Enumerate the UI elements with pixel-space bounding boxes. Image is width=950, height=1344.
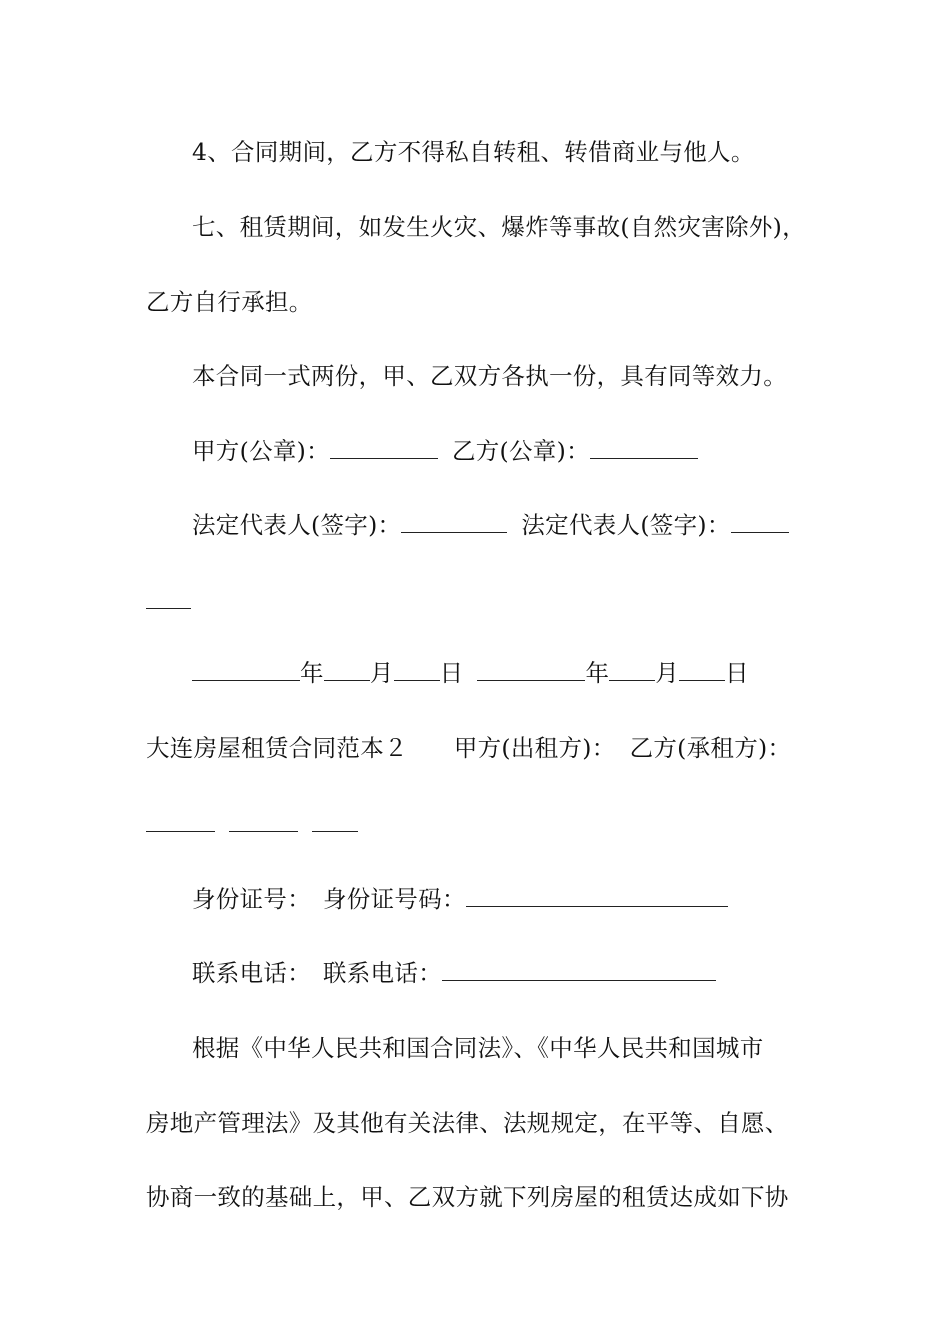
rep-a-blank: [401, 510, 507, 533]
seal-line: [192, 436, 698, 466]
lessee-label: 乙方(承租方)：: [629, 734, 792, 762]
year-label-b: 年: [585, 659, 610, 687]
day-label: 日: [439, 659, 464, 687]
month-blank: [324, 658, 370, 681]
rep-a-label: 法定代表人(签字)：: [192, 511, 402, 539]
id-line: [192, 884, 728, 914]
id-number-label: 身份证号码：: [323, 885, 466, 913]
date-line: [192, 658, 749, 688]
party-b-seal-label: 乙方(公章)：: [451, 437, 590, 465]
rep-b-blank-continued: [146, 608, 191, 609]
paragraph-clause-7: [192, 212, 806, 242]
paragraph-clause-7-continued: [146, 287, 313, 317]
lessor-label: 甲方(出租方)：: [453, 734, 616, 762]
rep-b-blank: [731, 510, 789, 533]
year-blank: [192, 658, 300, 681]
paragraph-clause-4: [192, 137, 755, 167]
representative-line: [192, 510, 789, 540]
phone-line: [192, 958, 716, 988]
paragraph-text: 乙方自行承担。: [146, 288, 313, 316]
paragraph-text: 本合同一式两份，甲、乙双方各执一份，具有同等效力。: [192, 362, 787, 390]
month-label-b: 月: [655, 659, 680, 687]
month-label: 月: [369, 659, 394, 687]
rep-b-label: 法定代表人(签字)：: [521, 511, 731, 539]
paragraph-legal-basis: [192, 1033, 764, 1063]
party-b-seal-blank: [590, 436, 698, 459]
id-label: 身份证号：: [192, 885, 311, 913]
year-label: 年: [300, 659, 324, 687]
day-label-b: 日: [725, 659, 749, 687]
contract-title-line: [146, 733, 791, 763]
lessor-blank: [146, 831, 215, 832]
paragraph-text: 七、租赁期间，如发生火灾、爆炸等事故(自然灾害除外)，: [192, 213, 806, 241]
party-a-seal-blank: [330, 436, 438, 459]
lessee-blank: [229, 831, 298, 832]
phone-label-a: 联系电话：: [192, 959, 311, 987]
day-blank-b: [679, 658, 725, 681]
contract-title: 大连房屋租赁合同范本２: [146, 734, 408, 762]
paragraph-legal-basis-continued-2: [146, 1182, 789, 1212]
party-a-seal-label: 甲方(公章)：: [192, 437, 330, 465]
lessee-blank-continued: [312, 831, 358, 832]
paragraph-text: 房地产管理法》及其他有关法律、法规规定，在平等、自愿、: [146, 1109, 789, 1137]
paragraph-text: 协商一致的基础上，甲、乙双方就下列房屋的租赁达成如下协: [146, 1183, 789, 1211]
day-blank: [394, 658, 440, 681]
phone-label-b: 联系电话：: [323, 959, 442, 987]
year-blank-b: [477, 658, 585, 681]
month-blank-b: [609, 658, 655, 681]
paragraph-text: 4、合同期间，乙方不得私自转租、转借商业与他人。: [192, 138, 755, 166]
paragraph-legal-basis-continued: [146, 1108, 789, 1138]
paragraph-text: 根据《中华人民共和国合同法》、《中华人民共和国城市: [192, 1034, 764, 1062]
phone-blank: [442, 958, 716, 981]
paragraph-copies: [192, 361, 787, 391]
id-number-blank: [466, 884, 728, 907]
